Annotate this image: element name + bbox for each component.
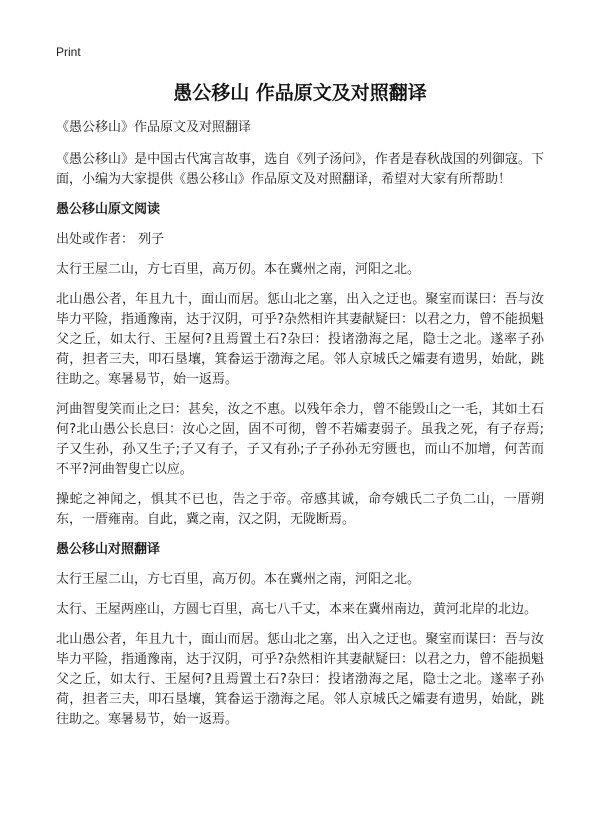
section-heading-translation: 愚公移山对照翻译 [56,542,161,557]
paragraph: 河曲智叟笑而止之曰：甚矣，汝之不惠。以残年余力，曾不能毁山之一毛，其如土石何?北山愚公长息曰：汝心之固，固不可彻，曾不若孀妻弱子。虽我之死，有子存焉;子又生孙，孙又生子;子又有子，子又有孙;子子孙孙无穷匮也，而山不加增，何苦而不平?河曲智叟亡以应。 [56,402,544,477]
page-title: 愚公移山 作品原文及对照翻译 [173,82,427,104]
paragraph: 太行王屋二山，方七百里，高万仞。本在冀州之南，河阳之北。 [56,572,421,587]
intro-paragraph: 《愚公移山》是中国古代寓言故事，选自《列子汤问》，作者是春秋战国的列御寇。下面，小编为大家提供《愚公移山》作品原文及对照翻译，希望对大家有所帮助！ [56,152,544,187]
section-heading-original: 愚公移山原文阅读 [56,202,161,217]
paragraph: 北山愚公者，年且九十，面山而居。惩山北之塞，出入之迂也。聚室而谋曰：吾与汝毕力平险，指通豫南，达于汉阴，可乎?杂然相许其妻献疑曰：以君之力，曾不能损魁父之丘，如太行、王屋何?且焉置土石?杂曰：投诸渤海之尾，隐士之北。遂率子孙荷，担者三夫，叩石垦壤，箕畚运于渤海之尾。邻人京城氏之孀妻有遗男，始龀，跳往助之。寒暑易节，始一返焉。 [56,632,544,727]
paragraph: 太行王屋二山，方七百里，高万仞。本在冀州之南，河阳之北。 [56,262,421,277]
paragraph: 太行、王屋两座山，方圆七百里，高七八千丈，本来在冀州南边，黄河北岸的北边。 [56,602,538,617]
document-subtitle: 《愚公移山》作品原文及对照翻译 [56,120,252,135]
paragraph: 北山愚公者，年且九十，面山而居。惩山北之塞，出入之迂也。聚室而谋曰：吾与汝毕力平险，指通豫南，达于汉阴，可乎?杂然相许其妻献疑曰：以君之力，曾不能损魁父之丘，如太行、王屋何?且焉置土石?杂曰：投诸渤海之尾，隐士之北。遂率子孙荷，担者三夫，叩石垦壤，箕畚运于渤海之尾。邻人京城氏之孀妻有遗男，始龀，跳往助之。寒暑易节，始一返焉。 [56,292,544,387]
paragraph: 出处或作者： 列子 [56,232,165,247]
print-label: Print [56,45,81,59]
paragraph: 操蛇之神闻之，惧其不已也，告之于帝。帝感其诚，命夸娥氏二子负二山，一厝朔东，一厝雍南。自此，冀之南，汉之阴，无陇断焉。 [56,492,544,527]
